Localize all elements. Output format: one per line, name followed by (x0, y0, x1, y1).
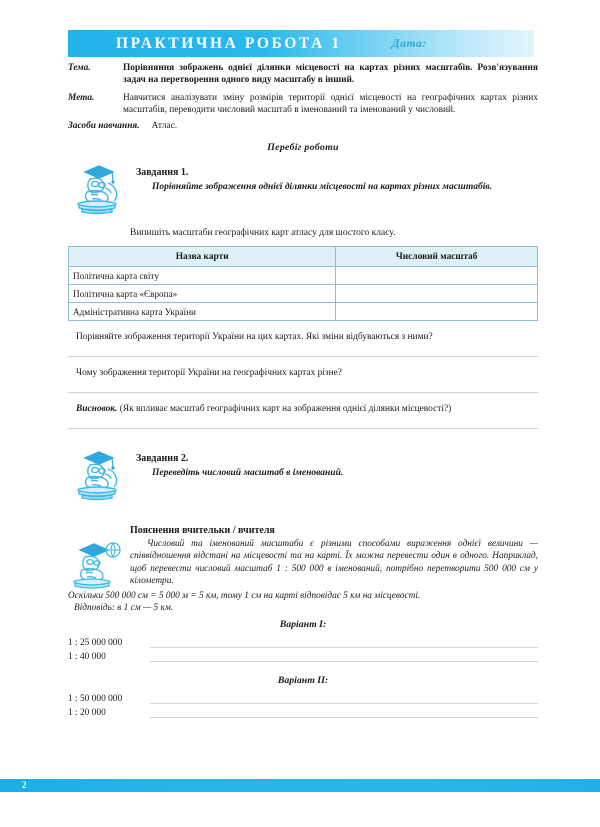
page-title: ПРАКТИЧНА РОБОТА 1 (116, 34, 342, 52)
task-1 (68, 159, 538, 217)
question-2-answer-line[interactable] (68, 379, 538, 393)
explanation-heading: Пояснення вчительки / вчителя (130, 525, 275, 537)
scales-table (68, 246, 538, 321)
task-1-instruction: Випишіть масштаби географічних карт атласу для шостого класу. (130, 228, 396, 239)
task-2-body (136, 445, 538, 479)
tema-text: Порівняння зображень однієї ділянки місцевості на картах різних масштабів. Розв'язування задач на перетворення одного виду масштабу в інший. (123, 63, 538, 86)
explanation-body: Числовий та іменований масштаби є різними способами вираження однієї величини — співвідношення відстані на місцевості та на карті. Їх можна перевести один в одного. Наприклад, щоб перевести числовий масштаб 1 : 500 000 в іменований, потрібно перетворити 500 000 см у кілометри. (130, 539, 538, 586)
student-with-books-icon (68, 155, 130, 217)
perebig-title: Перебіг роботи (267, 142, 339, 154)
column-header-scale: Числовий масштаб (336, 247, 538, 267)
zasoby-row (68, 121, 538, 131)
variant-2-scale-row (68, 690, 538, 704)
map-name-cell: Політична карта «Європа» (69, 285, 336, 303)
question-1-answer-line[interactable] (68, 343, 538, 357)
meta-label: Мета. (68, 93, 95, 104)
tema-label: Тема. (68, 63, 91, 73)
variant-1-scale-value: 1 : 25 000 000 (68, 637, 123, 648)
task-1-title: Завдання 1. (136, 167, 189, 179)
task-2-title: Завдання 2. (136, 453, 189, 465)
conclusion-block (68, 404, 538, 429)
variant-2-scale-row (68, 704, 538, 718)
tema-row (68, 62, 538, 86)
zasoby-text: Атлас. (151, 121, 178, 132)
table-row (69, 285, 538, 303)
zasoby-label: Засоби навчання. (68, 121, 140, 132)
variant-1-title: Варіант I: (279, 618, 327, 630)
table-row (69, 267, 538, 285)
map-name-cell: Адміністративна карта України (69, 303, 336, 321)
meta-row (68, 92, 538, 116)
variant-2-scale-value: 1 : 50 000 000 (68, 693, 123, 704)
table-row (69, 303, 538, 321)
variant-2-answer-line[interactable] (150, 692, 538, 704)
variant-2-answer-line[interactable] (150, 706, 538, 718)
question-2-text: Чому зображення території України на географічних картах різне? (76, 368, 342, 379)
question-1 (68, 332, 538, 357)
question-1-text: Порівняйте зображення території України на цих картах. Які зміни відбуваються з ними? (76, 332, 433, 343)
meta-text: Навчитися аналізувати зміну розмірів території однієї місцевості на географічних картах різних масштабів, переводити числовий масштаб в іменований та іменований у числовий. (123, 93, 538, 116)
map-scale-cell[interactable] (336, 285, 538, 303)
column-header-name: Назва карти (69, 247, 336, 267)
task-2 (68, 445, 538, 503)
page-number: 2 (22, 780, 27, 790)
date-label: Дата: (391, 37, 427, 50)
student-with-books-icon (68, 441, 130, 503)
page-content (68, 62, 538, 718)
map-scale-cell[interactable] (336, 267, 538, 285)
variant-1-scale-value: 1 : 40 000 (68, 651, 106, 662)
variant-1-scale-row (68, 648, 538, 662)
explanation-answer: Відповідь: в 1 см — 5 км. (74, 602, 174, 613)
variant-1-scale-row (68, 634, 538, 648)
task-1-description: Порівняйте зображення однієї ділянки місцевості на картах різних масштабів. (152, 182, 492, 193)
student-with-globe-icon (68, 536, 128, 594)
conclusion-question: (Як впливає масштаб географічних карт на зображення однієї ділянки місцевості?) (117, 404, 452, 415)
page-header-bar (68, 30, 534, 57)
conclusion-answer-line[interactable] (68, 415, 538, 429)
map-scale-cell[interactable] (336, 303, 538, 321)
conclusion-text (68, 404, 538, 414)
variant-2-title: Варіант II: (277, 674, 329, 686)
map-name-cell: Політична карта світу (69, 267, 336, 285)
variant-1-answer-line[interactable] (150, 650, 538, 662)
variant-1-answer-line[interactable] (150, 636, 538, 648)
variant-2-scale-value: 1 : 20 000 (68, 707, 106, 718)
task-1-body (136, 159, 538, 193)
table-header-row (69, 247, 538, 267)
page-footer-bar (0, 779, 600, 792)
conclusion-label: Висновок. (76, 404, 118, 415)
task-2-description: Переведіть числовий масштаб в іменований. (152, 468, 344, 479)
question-2 (68, 368, 538, 393)
explanation-calculation: Оскільки 500 000 см = 5 000 м = 5 км, тому 1 см на карті відповідає 5 км на місцевості. (68, 591, 421, 602)
